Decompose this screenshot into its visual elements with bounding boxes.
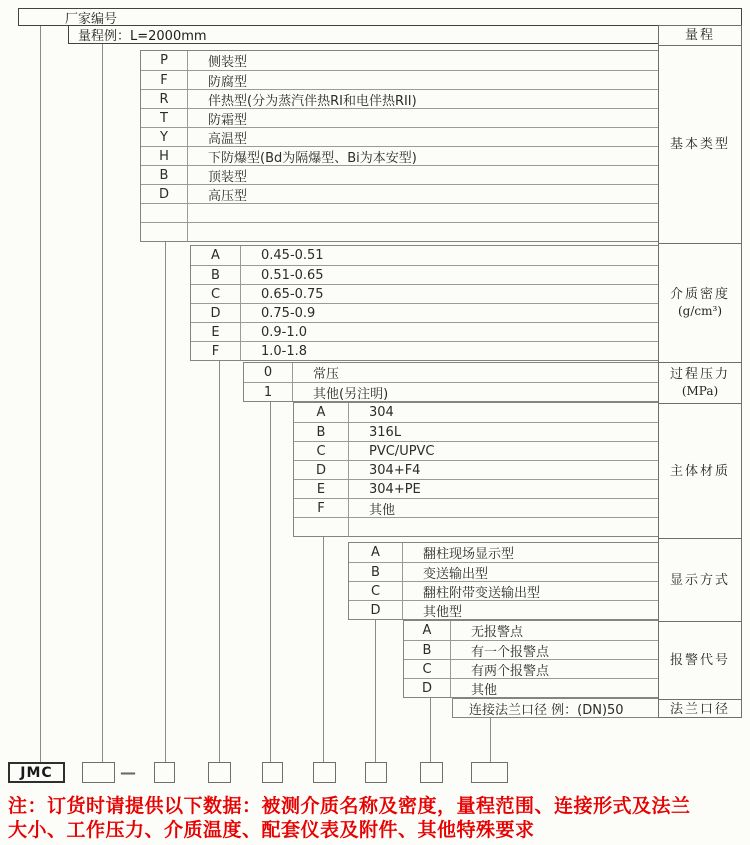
code-cell: T <box>141 109 188 127</box>
description-cell: 顶装型 <box>208 169 248 185</box>
table-row <box>141 184 658 203</box>
description-cell: 其他 <box>471 682 498 698</box>
side-label-basic-type: 基本类型 <box>659 45 741 243</box>
model-code-box-range <box>82 762 115 783</box>
connector-line <box>270 402 271 762</box>
table-row <box>294 403 658 422</box>
connector-line <box>165 242 166 762</box>
code-cell: E <box>191 323 241 341</box>
side-label-process-pressure: 过程压力 (MPa) <box>659 362 741 403</box>
description-cell: 有一个报警点 <box>471 644 550 660</box>
order-note <box>8 794 748 842</box>
code-cell: C <box>349 582 403 600</box>
table-row <box>191 284 658 303</box>
model-code-box-basic-type <box>154 762 175 783</box>
model-code-box-display <box>365 762 387 783</box>
connector-line <box>102 44 103 762</box>
table-row <box>244 363 658 382</box>
code-cell: D <box>349 601 403 619</box>
code-cell: A <box>191 246 241 265</box>
order-note-line1: 注：订货时请提供以下数据：被测介质名称及密度，量程范围、连接形式及法兰 <box>8 795 691 817</box>
maker-number-label: 厂家编号 <box>65 11 118 27</box>
code-cell: H <box>141 147 188 165</box>
description-cell: 304+PE <box>369 481 421 497</box>
code-cell: Y <box>141 128 188 146</box>
code-cell: F <box>294 499 349 517</box>
connector-line <box>323 537 324 762</box>
code-cell: D <box>141 185 188 203</box>
order-note-line2: 大小、工作压力、介质温度、配套仪表及附件、其他特殊要求 <box>8 819 535 841</box>
side-label-medium-density: 介质密度 (g/cm³) <box>659 243 741 362</box>
maker-number-row <box>18 8 742 26</box>
model-code-box-flange <box>471 762 508 783</box>
table-row <box>191 341 658 360</box>
table-row <box>349 562 658 581</box>
code-cell: D <box>191 304 241 322</box>
table-row <box>294 422 658 441</box>
flange-size-text: 连接法兰口径 例：(DN)50 <box>469 702 624 718</box>
table-row <box>349 581 658 600</box>
table-row <box>141 165 658 184</box>
description-cell <box>188 204 658 222</box>
connector-line <box>375 620 376 762</box>
code-cell: C <box>191 285 241 303</box>
description-cell: 304 <box>369 405 394 420</box>
table-row <box>404 640 658 659</box>
model-prefix-box: JMC <box>8 762 65 783</box>
model-code-box-material <box>313 762 336 783</box>
table-row <box>404 621 658 640</box>
flange-size-row <box>452 698 658 718</box>
description-cell: 翻柱现场显示型 <box>423 547 515 562</box>
connector-line <box>430 698 431 762</box>
code-cell: A <box>294 403 349 422</box>
description-cell: 防霜型 <box>208 112 248 128</box>
connector-line <box>490 718 491 762</box>
description-cell: 翻柱附带变送输出型 <box>423 585 541 601</box>
category-label-column <box>658 25 742 718</box>
dash: — <box>120 763 136 782</box>
description-cell: 伴热型(分为蒸汽伴热RI和电伴热RII) <box>208 93 417 109</box>
table-row <box>244 382 658 401</box>
alarm-code-table <box>403 620 658 698</box>
table-row <box>141 89 658 108</box>
description-cell: 0.9-1.0 <box>261 324 308 340</box>
code-cell: C <box>404 660 451 678</box>
table-row <box>294 441 658 460</box>
connector-line <box>219 361 220 762</box>
code-cell <box>141 223 188 241</box>
basic-type-table <box>140 50 658 242</box>
description-cell: 304+F4 <box>369 462 421 478</box>
description-cell: 0.51-0.65 <box>261 267 324 283</box>
connector-line <box>40 26 41 762</box>
description-cell: 变送输出型 <box>423 566 489 582</box>
description-cell: 316L <box>369 424 402 440</box>
code-cell: P <box>141 51 188 70</box>
description-cell: 其他 <box>369 502 396 518</box>
model-code-box-density <box>208 762 231 783</box>
side-label-alarm-code: 报警代号 <box>659 621 741 699</box>
code-cell: B <box>349 563 403 581</box>
side-label-display-mode: 显示方式 <box>659 538 741 621</box>
code-cell: A <box>404 621 451 640</box>
description-cell: 其他(另注明) <box>313 386 389 402</box>
description-cell: 0.65-0.75 <box>261 286 324 302</box>
table-row <box>141 70 658 89</box>
code-cell: F <box>141 71 188 89</box>
code-cell: 1 <box>244 383 293 401</box>
description-cell: 0.75-0.9 <box>261 305 316 321</box>
model-code-box-pressure <box>262 762 283 783</box>
description-cell: 常压 <box>313 367 340 382</box>
body-material-table <box>293 402 658 537</box>
code-cell: D <box>294 461 349 479</box>
table-row <box>191 246 658 265</box>
description-cell <box>349 518 658 536</box>
table-row <box>294 517 658 536</box>
description-cell: 高温型 <box>208 131 248 147</box>
side-label-body-material: 主体材质 <box>659 403 741 538</box>
description-cell: 防腐型 <box>208 74 248 90</box>
description-cell: 0.45-0.51 <box>261 248 324 263</box>
table-row <box>404 678 658 697</box>
table-row <box>294 479 658 498</box>
table-row <box>141 108 658 127</box>
table-row <box>141 146 658 165</box>
medium-density-table <box>190 245 658 361</box>
table-row <box>294 460 658 479</box>
table-row <box>191 265 658 284</box>
code-cell: B <box>141 166 188 184</box>
description-cell: 高压型 <box>208 188 248 204</box>
code-cell: B <box>404 641 451 659</box>
code-cell: F <box>191 342 241 360</box>
table-row <box>191 322 658 341</box>
code-cell: 0 <box>244 363 293 382</box>
model-code-box-alarm <box>420 762 443 783</box>
table-row <box>141 127 658 146</box>
table-row <box>349 543 658 562</box>
process-pressure-table <box>243 362 658 402</box>
table-row <box>191 303 658 322</box>
code-cell: C <box>294 442 349 460</box>
table-row <box>349 600 658 619</box>
display-mode-table <box>348 542 658 620</box>
code-cell: D <box>404 679 451 697</box>
table-row <box>404 659 658 678</box>
code-cell: B <box>191 266 241 284</box>
table-row <box>141 222 658 241</box>
code-cell <box>141 204 188 222</box>
side-label-flange-size: 法兰口径 <box>659 699 741 719</box>
table-row <box>141 203 658 222</box>
range-example-row <box>68 25 658 44</box>
description-cell: 有两个报警点 <box>471 663 550 679</box>
description-cell <box>188 223 658 241</box>
description-cell: 下防爆型(Bd为隔爆型、Bi为本安型) <box>208 150 417 166</box>
description-cell: 侧装型 <box>208 55 248 70</box>
side-label-range: 量程 <box>684 28 715 43</box>
description-cell: 1.0-1.8 <box>261 343 308 359</box>
description-cell: 无报警点 <box>471 625 524 640</box>
code-cell: B <box>294 423 349 441</box>
code-cell: R <box>141 90 188 108</box>
table-row <box>141 51 658 70</box>
description-cell: PVC/UPVC <box>369 443 435 459</box>
table-row <box>294 498 658 517</box>
code-cell <box>294 518 349 536</box>
description-cell: 其他型 <box>423 604 463 620</box>
range-example-label: 量程例：L=2000mm <box>78 29 207 44</box>
code-cell: E <box>294 480 349 498</box>
code-cell: A <box>349 543 403 562</box>
